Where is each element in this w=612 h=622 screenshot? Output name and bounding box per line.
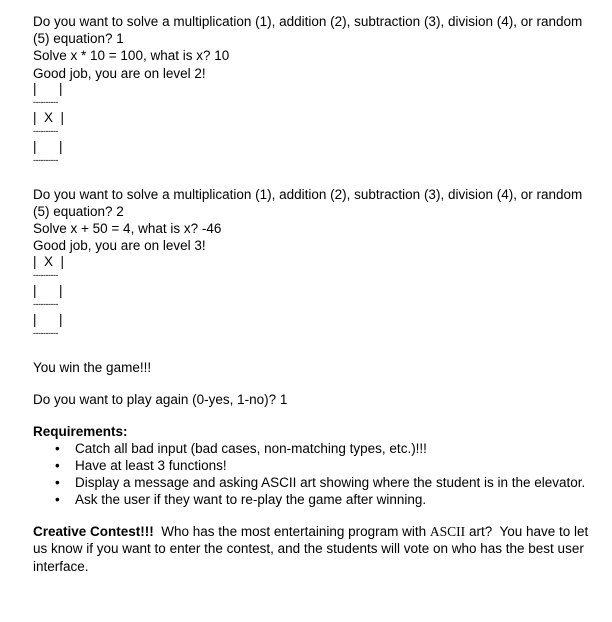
equation-line: Solve x + 50 = 4, what is x? -46 [33, 221, 222, 237]
contest-title: Creative Contest!!! [33, 524, 154, 540]
ascii-row: | X | [33, 253, 65, 269]
equation-line: Solve x * 10 = 100, what is x? 10 [33, 48, 230, 64]
contest-text: Who has the most entertaining program with [153, 524, 430, 540]
ascii-row: | | [33, 282, 63, 298]
contest-ascii-word: ASCII [429, 524, 466, 540]
game-block-2 [33, 186, 593, 338]
game-block-1 [33, 13, 593, 165]
ascii-row: | | [33, 311, 63, 327]
requirement-item: • Catch all bad input (bad cases, non-matching types, etc.)!!! [51, 440, 593, 457]
ascii-separator: ---------- [33, 269, 58, 280]
contest-paragraph [33, 523, 593, 575]
ascii-row: | | [33, 138, 63, 154]
document-page [33, 13, 593, 575]
requirements-heading: Requirements: [33, 424, 128, 440]
requirement-item: • Display a message and asking ASCII art showing where the student is in the elevator. [51, 474, 593, 491]
ascii-separator: ---------- [33, 298, 58, 309]
ascii-separator: ---------- [33, 125, 58, 136]
contest-text: art? You have to let us know if you want to enter the contest, and the students will vote on who has the best user interface. [33, 524, 593, 574]
play-again-prompt: Do you want to play again (0-yes, 1-no)? 1 [33, 391, 288, 407]
ascii-elevator [33, 255, 593, 338]
level-message: Good job, you are on level 2! [33, 65, 206, 81]
ascii-separator: ---------- [33, 154, 58, 165]
ascii-separator: ---------- [33, 96, 58, 107]
win-message: You win the game!!! [33, 359, 152, 375]
operation-prompt: Do you want to solve a multiplication (1), addition (2), subtraction (3), division (4), or random (5) equation? 2 [33, 186, 583, 220]
requirement-item: • Have at least 3 functions! [51, 457, 593, 474]
ascii-row: | X | [33, 109, 65, 125]
ascii-elevator [33, 82, 593, 165]
requirements-list [33, 440, 593, 508]
ascii-separator: ---------- [33, 327, 58, 338]
level-message: Good job, you are on level 3! [33, 238, 206, 254]
operation-prompt: Do you want to solve a multiplication (1), addition (2), subtraction (3), division (4), or random (5) equation? 1 [33, 14, 583, 47]
requirement-item: • Ask the user if they want to re-play the game after winning. [51, 491, 593, 508]
ascii-row: | | [33, 80, 63, 96]
